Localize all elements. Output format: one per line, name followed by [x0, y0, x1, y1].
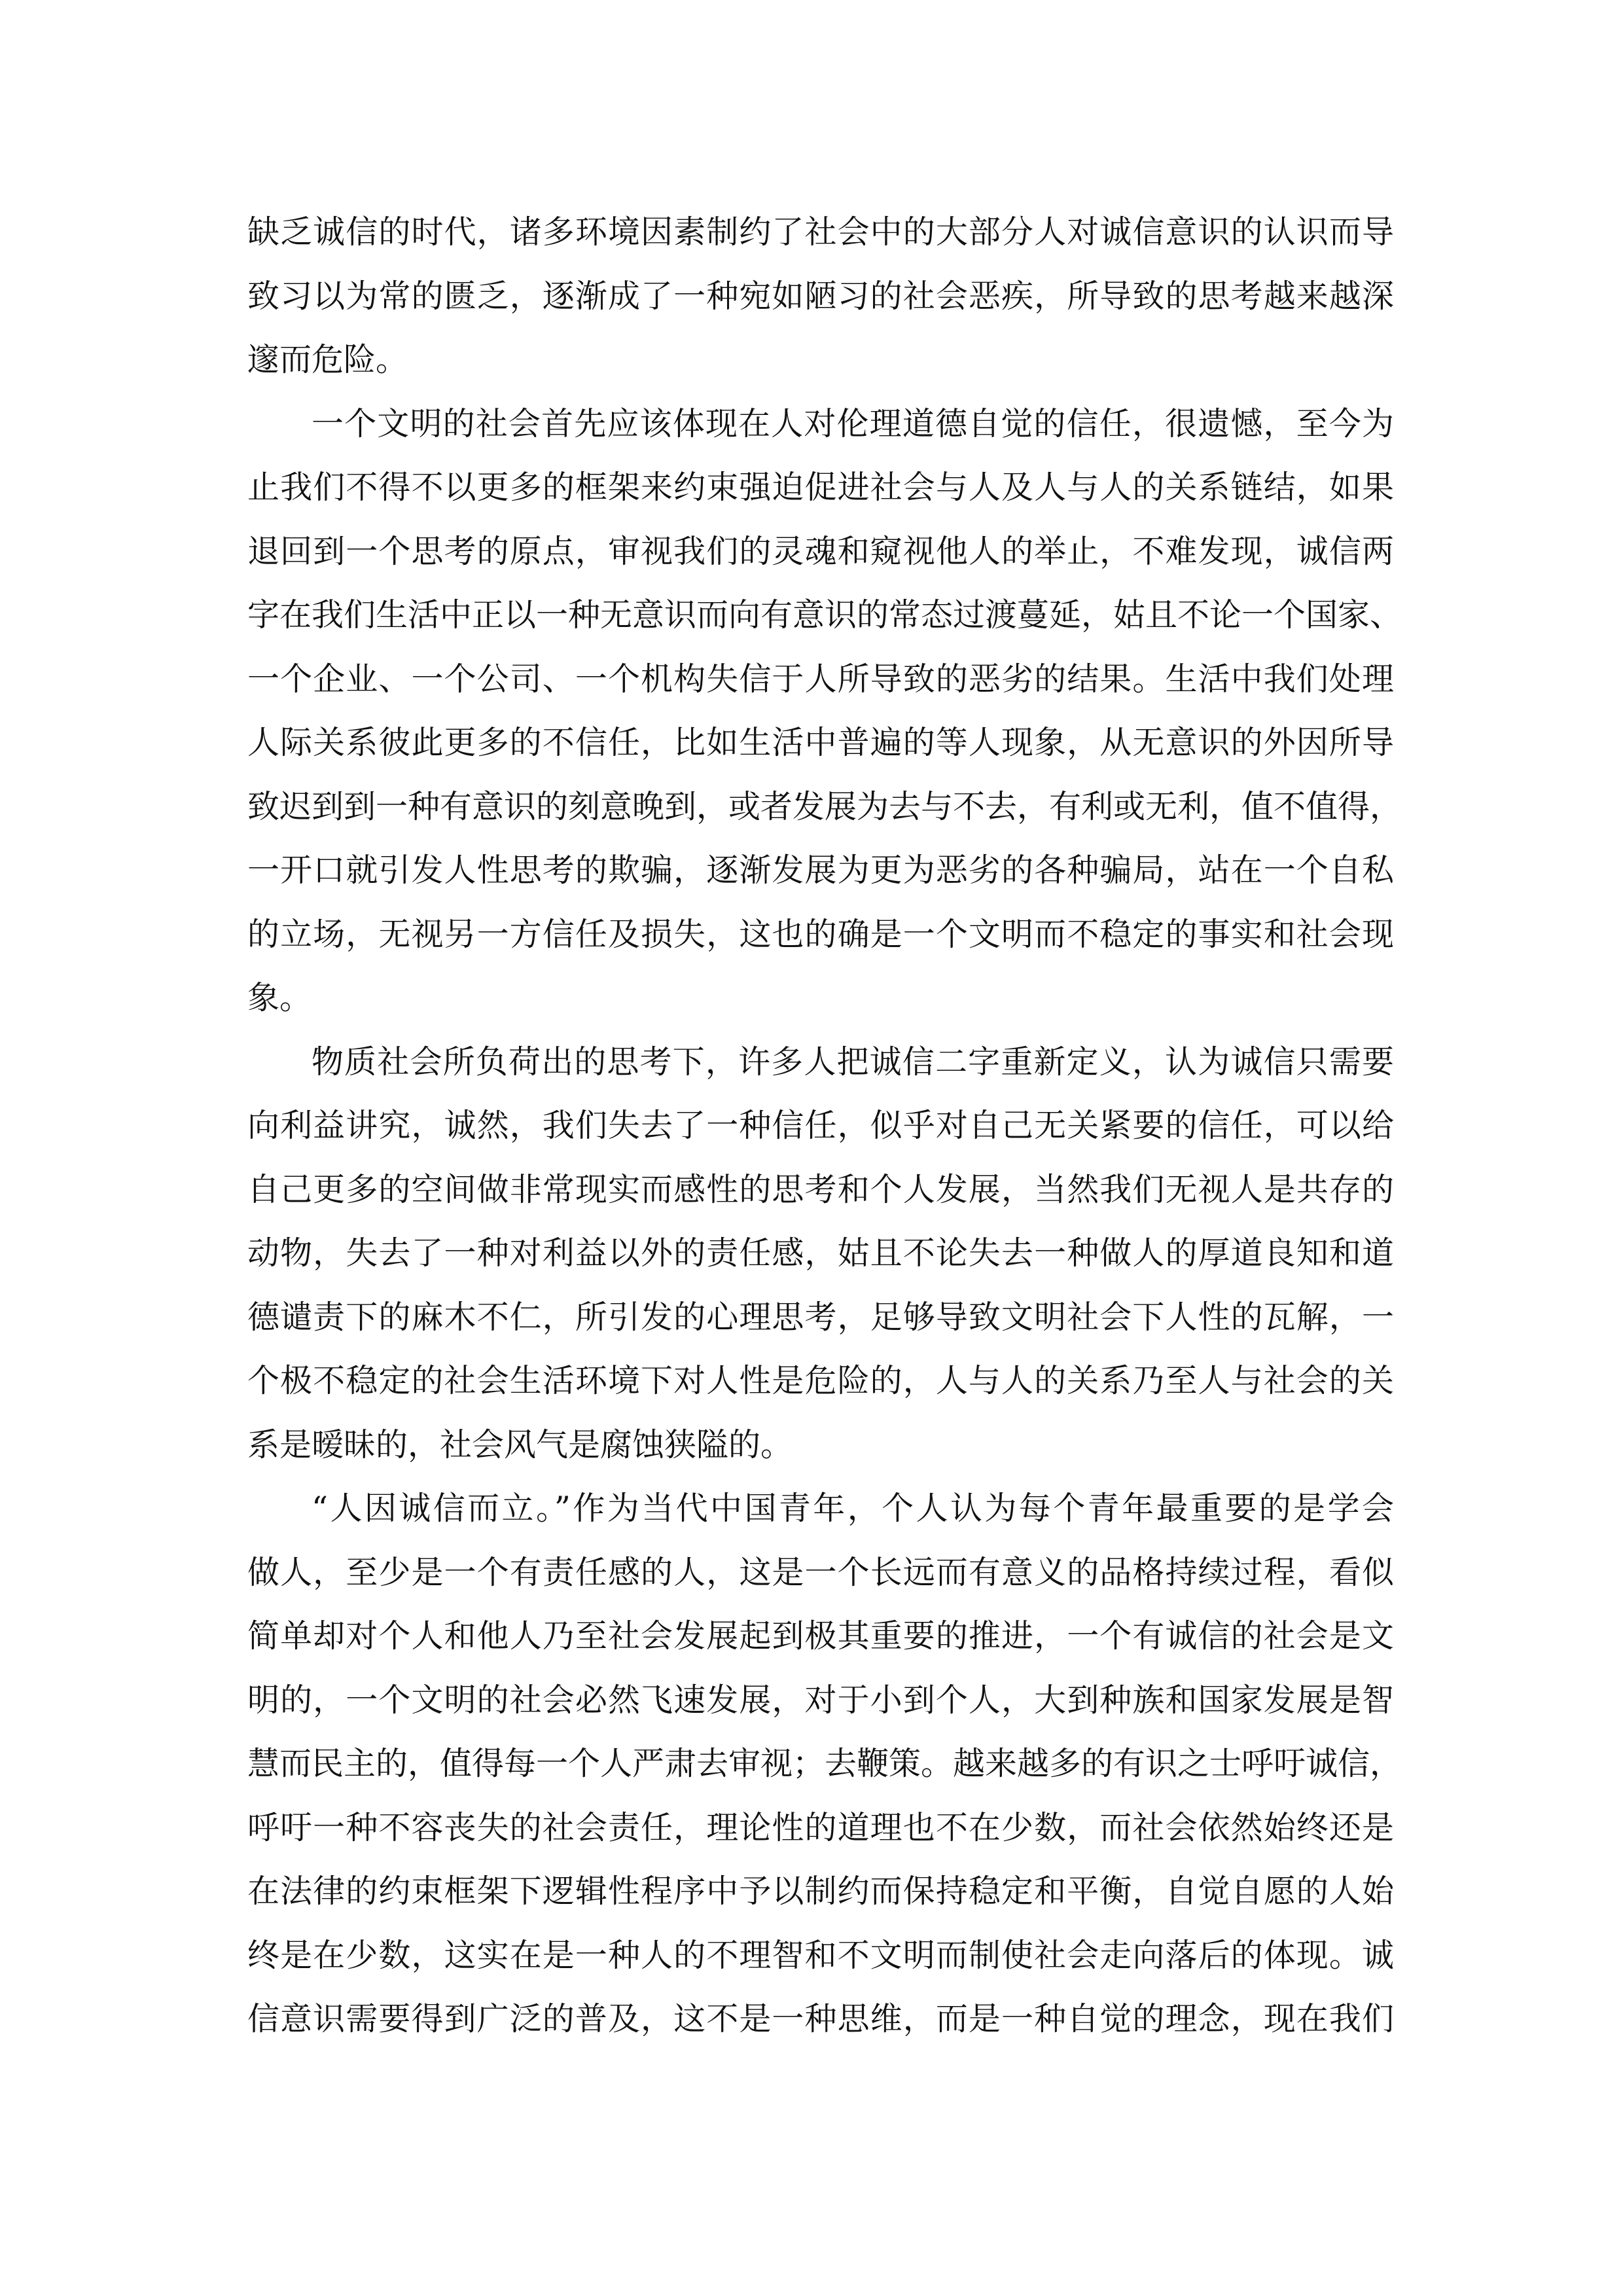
- paragraph-first-line: 一个文明的社会首先应该体现在人对伦理道德自觉的信任，很遗憾，至今为: [312, 404, 1394, 442]
- text-line: 信意识需要得到广泛的普及，这不是一种思维，而是一种自觉的理念，现在我们: [247, 2000, 1394, 2037]
- text-line: 德谴责下的麻木不仁，所引发的心理思考，足够导致文明社会下人性的瓦解，一: [247, 1298, 1394, 1336]
- text-line: 自己更多的空间做非常现实而感性的思考和个人发展，当然我们无视人是共存的: [247, 1170, 1394, 1208]
- text-line: 人际关系彼此更多的不信任，比如生活中普遍的等人现象，从无意识的外因所导: [247, 724, 1394, 761]
- document-body: [247, 200, 1402, 2051]
- text-line: 致习以为常的匮乏，逐渐成了一种宛如陋习的社会恶疾，所导致的思考越来越深: [247, 277, 1394, 315]
- text-line: 退回到一个思考的原点，审视我们的灵魂和窥视他人的举止，不难发现，诚信两: [247, 532, 1394, 570]
- text-line: 呼吁一种不容丧失的社会责任，理论性的道理也不在少数，而社会依然始终还是: [247, 1808, 1394, 1846]
- text-line: 慧而民主的，值得每一个人严肃去审视；去鞭策。越来越多的有识之士呼吁诚信，: [247, 1745, 1402, 1782]
- text-line: 在法律的约束框架下逻辑性程序中予以制约而保持稳定和平衡，自觉自愿的人始: [247, 1873, 1394, 1910]
- text-line: 终是在少数，这实在是一种人的不理智和不文明而制使社会走向落后的体现。诚: [247, 1936, 1394, 1974]
- text-line: 象。: [247, 979, 312, 1016]
- paragraph-first-line: “人因诚信而立。”作为当代中国青年，个人认为每个青年最重要的是学会: [312, 1490, 1394, 1527]
- text-line: 系是暧昧的，社会风气是腐蚀狭隘的。: [247, 1426, 793, 1463]
- text-line: 动物，失去了一种对利益以外的责任感，姑且不论失去一种做人的厚道良知和道: [247, 1234, 1394, 1272]
- text-line: 一开口就引发人性思考的欺骗，逐渐发展为更为恶劣的各种骗局，站在一个自私: [247, 852, 1394, 889]
- text-line: 简单却对个人和他人乃至社会发展起到极其重要的推进，一个有诚信的社会是文: [247, 1617, 1394, 1655]
- text-line: 止我们不得不以更多的框架来约束强迫促进社会与人及人与人的关系链结，如果: [247, 469, 1394, 506]
- text-line: 一个企业、一个公司、一个机构失信于人所导致的恶劣的结果。生活中我们处理: [247, 660, 1394, 698]
- text-line: 缺乏诚信的时代，诸多环境因素制约了社会中的大部分人对诚信意识的认识而导: [247, 213, 1394, 251]
- text-line: 邃而危险。: [247, 341, 408, 378]
- text-line: 的立场，无视另一方信任及损失，这也的确是一个文明而不稳定的事实和社会现: [247, 915, 1394, 953]
- paragraph-first-line: 物质社会所负荷出的思考下，许多人把诚信二字重新定义，认为诚信只需要: [312, 1043, 1394, 1081]
- text-line: 致迟到到一种有意识的刻意晚到，或者发展为去与不去，有利或无利，值不值得，: [247, 787, 1402, 825]
- text-line: 做人，至少是一个有责任感的人，这是一个长远而有意义的品格持续过程，看似: [247, 1553, 1394, 1591]
- text-line: 向利益讲究，诚然，我们失去了一种信任，似乎对自己无关紧要的信任，可以给: [247, 1107, 1394, 1144]
- text-line: 字在我们生活中正以一种无意识而向有意识的常态过渡蔓延，姑且不论一个国家、: [247, 596, 1402, 634]
- text-line: 明的，一个文明的社会必然飞速发展，对于小到个人，大到种族和国家发展是智: [247, 1681, 1394, 1719]
- text-line: 个极不稳定的社会生活环境下对人性是危险的，人与人的关系乃至人与社会的关: [247, 1362, 1394, 1399]
